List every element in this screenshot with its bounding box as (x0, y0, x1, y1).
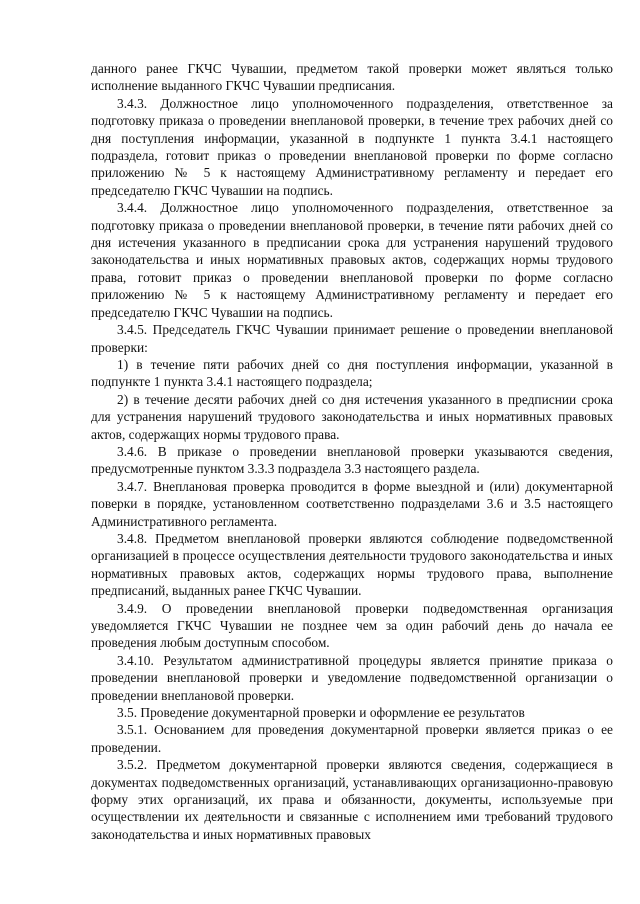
paragraph-3-4-8: 3.4.8. Предметом внеплановой проверки являются соблюдение подведомственной организацией в процессе осуществления деятельности трудового законодательства и иных нормативных правовых актов, содержащих нормы трудового права, выполнение предписаний, выданных ранее ГКЧС Чувашии. (91, 530, 613, 599)
paragraph-3-4-7: 3.4.7. Внеплановая проверка проводится в форме выездной и (или) документарной поверки в порядке, установленном соответственно подразделами 3.6 и 3.5 настоящего Административного регламента. (91, 478, 613, 529)
list-item-2: 2) в течение десяти рабочих дней со дня истечения указанного в предписнии срока для устранения нарушений трудового законодательства и иных нормативных правовых актов, содержащих нормы трудового права. (91, 391, 613, 442)
paragraph-3-5-1: 3.5.1. Основанием для проведения документарной проверки является приказ о ее проведении. (91, 722, 613, 755)
paragraph-3-4-4: 3.4.4. Должностное лицо уполномоченного подразделения, ответственное за подготовку приказа о проведении внеплановой проверки, в течение пяти рабочих дней со дня истечения указанного в предписании срока для устранения нарушений трудового законодательства и иных нормативных правовых актов, содержащих нормы трудового права, готовит приказ о проведении внеплановой проверки по форме согласно приложению № 5 к настоящему Административному регламенту и передает его председателю ГКЧС Чувашии на подпись. (91, 200, 613, 320)
list-item-1: 1) в течение пяти рабочих дней со дня поступления информации, указанной в подпункте 1 пункта 3.4.1 настоящего подраздела; (91, 356, 613, 390)
paragraph-3-5-2: 3.5.2. Предметом документарной проверки являются сведения, содержащиеся в документах подведомственных организаций, устанавливающих организационно-правовую форму этих организаций, их права и обязанности, документы, используемые при осуществлении их деятельности и связанные с исполнением ими требований трудового законодательства и иных нормативных правовых (91, 757, 613, 842)
section-heading-3-5: 3.5. Проведение документарной проверки и оформление ее результатов (117, 705, 525, 721)
paragraph-3-4-10: 3.4.10. Результатом административной процедуры является принятие приказа о проведении внеплановой проверки и уведомление подведомственной организации о проведении внеплановой проверки. (91, 652, 613, 703)
document-page (91, 60, 613, 843)
paragraph-3-4-5: 3.4.5. Председатель ГКЧС Чувашии принимает решение о проведении внеплановой проверки: (91, 322, 613, 355)
paragraph-3-4-3: 3.4.3. Должностное лицо уполномоченного подразделения, ответственное за подготовку приказа о проведении внеплановой проверки, в течение трех рабочих дней со дня поступления информации, указанной в подпункте 1 пункта 3.4.1 настоящего подраздела, готовит приказ о проведении внеплановой проверки по форме согласно приложению № 5 к настоящему Административному регламенту и передает его председателю ГКЧС Чувашии на подпись. (91, 95, 613, 198)
paragraph-3-4-6: 3.4.6. В приказе о проведении внеплановой проверки указываются сведения, предусмотренные пунктом 3.3.3 подраздела 3.3 настоящего раздела. (91, 443, 613, 477)
paragraph-continuation: данного ранее ГКЧС Чувашии, предметом такой проверки может являться только исполнение выданного ГКЧС Чувашии предписания. (91, 61, 613, 94)
paragraph-3-4-9: 3.4.9. О проведении внеплановой проверки подведомственная организация уведомляется ГКЧС Чувашии не позднее чем за один рабочий день до начала ее проведения любым доступным способом. (91, 600, 613, 651)
